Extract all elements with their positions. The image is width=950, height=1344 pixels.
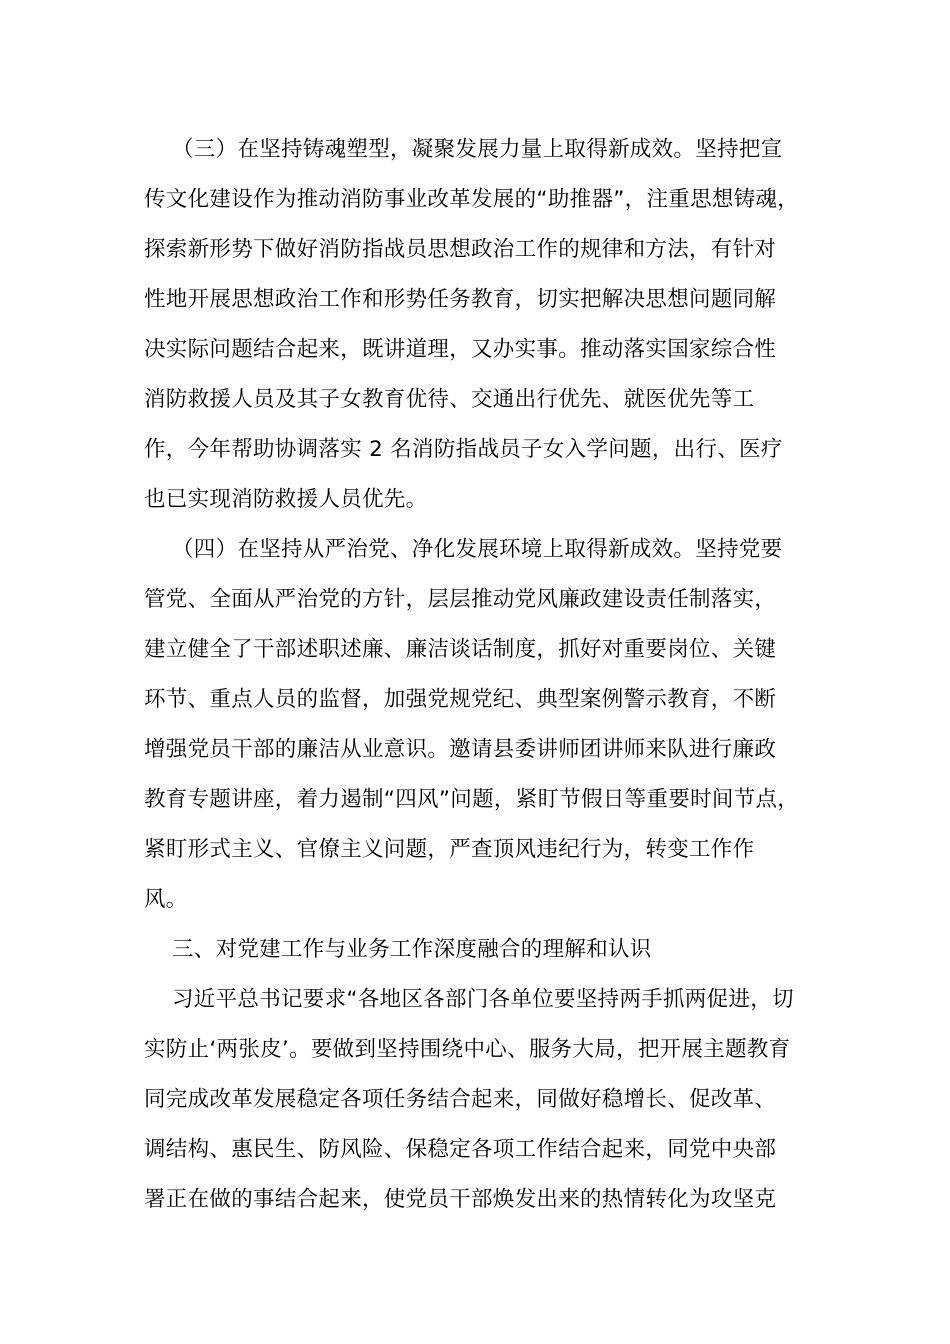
paragraph-4-line-6: 教育专题讲座，着力遏制“四风”问题，紧盯节假日等重要时间节点， <box>144 787 800 812</box>
paragraph-3-line-7: 作，今年帮助协调落实 2 名消防指战员子女入学问题，出行、医疗 <box>144 437 783 462</box>
paragraph-5-line-2: 实防止‘两张皮’。要做到坚持围绕中心、服务大局，把开展主题教育 <box>144 1037 791 1062</box>
paragraph-3-line-4: 性地开展思想政治工作和形势任务教育，切实把解决思想问题同解 <box>144 287 777 312</box>
section-heading: 三、对党建工作与业务工作深度融合的理解和认识 <box>172 937 652 962</box>
paragraph-3-line-3: 探索新形势下做好消防指战员思想政治工作的规律和方法，有针对 <box>144 237 777 262</box>
paragraph-3-line-8: 也已实现消防救援人员优先。 <box>144 487 428 512</box>
paragraph-4-line-1: （四）在坚持从严治党、净化发展环境上取得新成效。坚持党要 <box>172 537 783 562</box>
paragraph-3-line-1: （三）在坚持铸魂塑型，凝聚发展力量上取得新成效。坚持把宣 <box>172 137 783 162</box>
paragraph-5-line-3: 同完成改革发展稳定各项任务结合起来，同做好稳增长、促改革、 <box>144 1087 777 1112</box>
paragraph-3-line-6: 消防救援人员及其子女教育优待、交通出行优先、就医优先等工 <box>144 387 755 412</box>
paragraph-4-line-7: 紧盯形式主义、官僚主义问题，严查顶风违纪行为，转变工作作 <box>144 837 755 862</box>
paragraph-3-line-2: 传文化建设作为推动消防事业改革发展的“助推器”，注重思想铸魂， <box>144 187 800 212</box>
paragraph-4-line-4: 环节、重点人员的监督，加强党规党纪、典型案例警示教育，不断 <box>144 687 777 712</box>
paragraph-3-line-5: 决实际问题结合起来，既讲道理，又办实事。推动落实国家综合性 <box>144 337 777 362</box>
paragraph-4-line-8: 风。 <box>144 887 188 912</box>
paragraph-5-line-1: 习近平总书记要求“各地区各部门各单位要坚持两手抓两促进，切 <box>172 987 794 1012</box>
paragraph-5-line-4: 调结构、惠民生、防风险、保稳定各项工作结合起来，同党中央部 <box>144 1137 777 1162</box>
paragraph-4-line-5: 增强党员干部的廉洁从业意识。邀请县委讲师团讲师来队进行廉政 <box>144 737 777 762</box>
paragraph-4-line-2: 管党、全面从严治党的方针，层层推动党风廉政建设责任制落实， <box>144 587 777 612</box>
paragraph-5-line-5: 署正在做的事结合起来，使党员干部焕发出来的热情转化为攻坚克 <box>144 1187 777 1212</box>
paragraph-4-line-3: 建立健全了干部述职述廉、廉洁谈话制度，抓好对重要岗位、关键 <box>144 637 777 662</box>
